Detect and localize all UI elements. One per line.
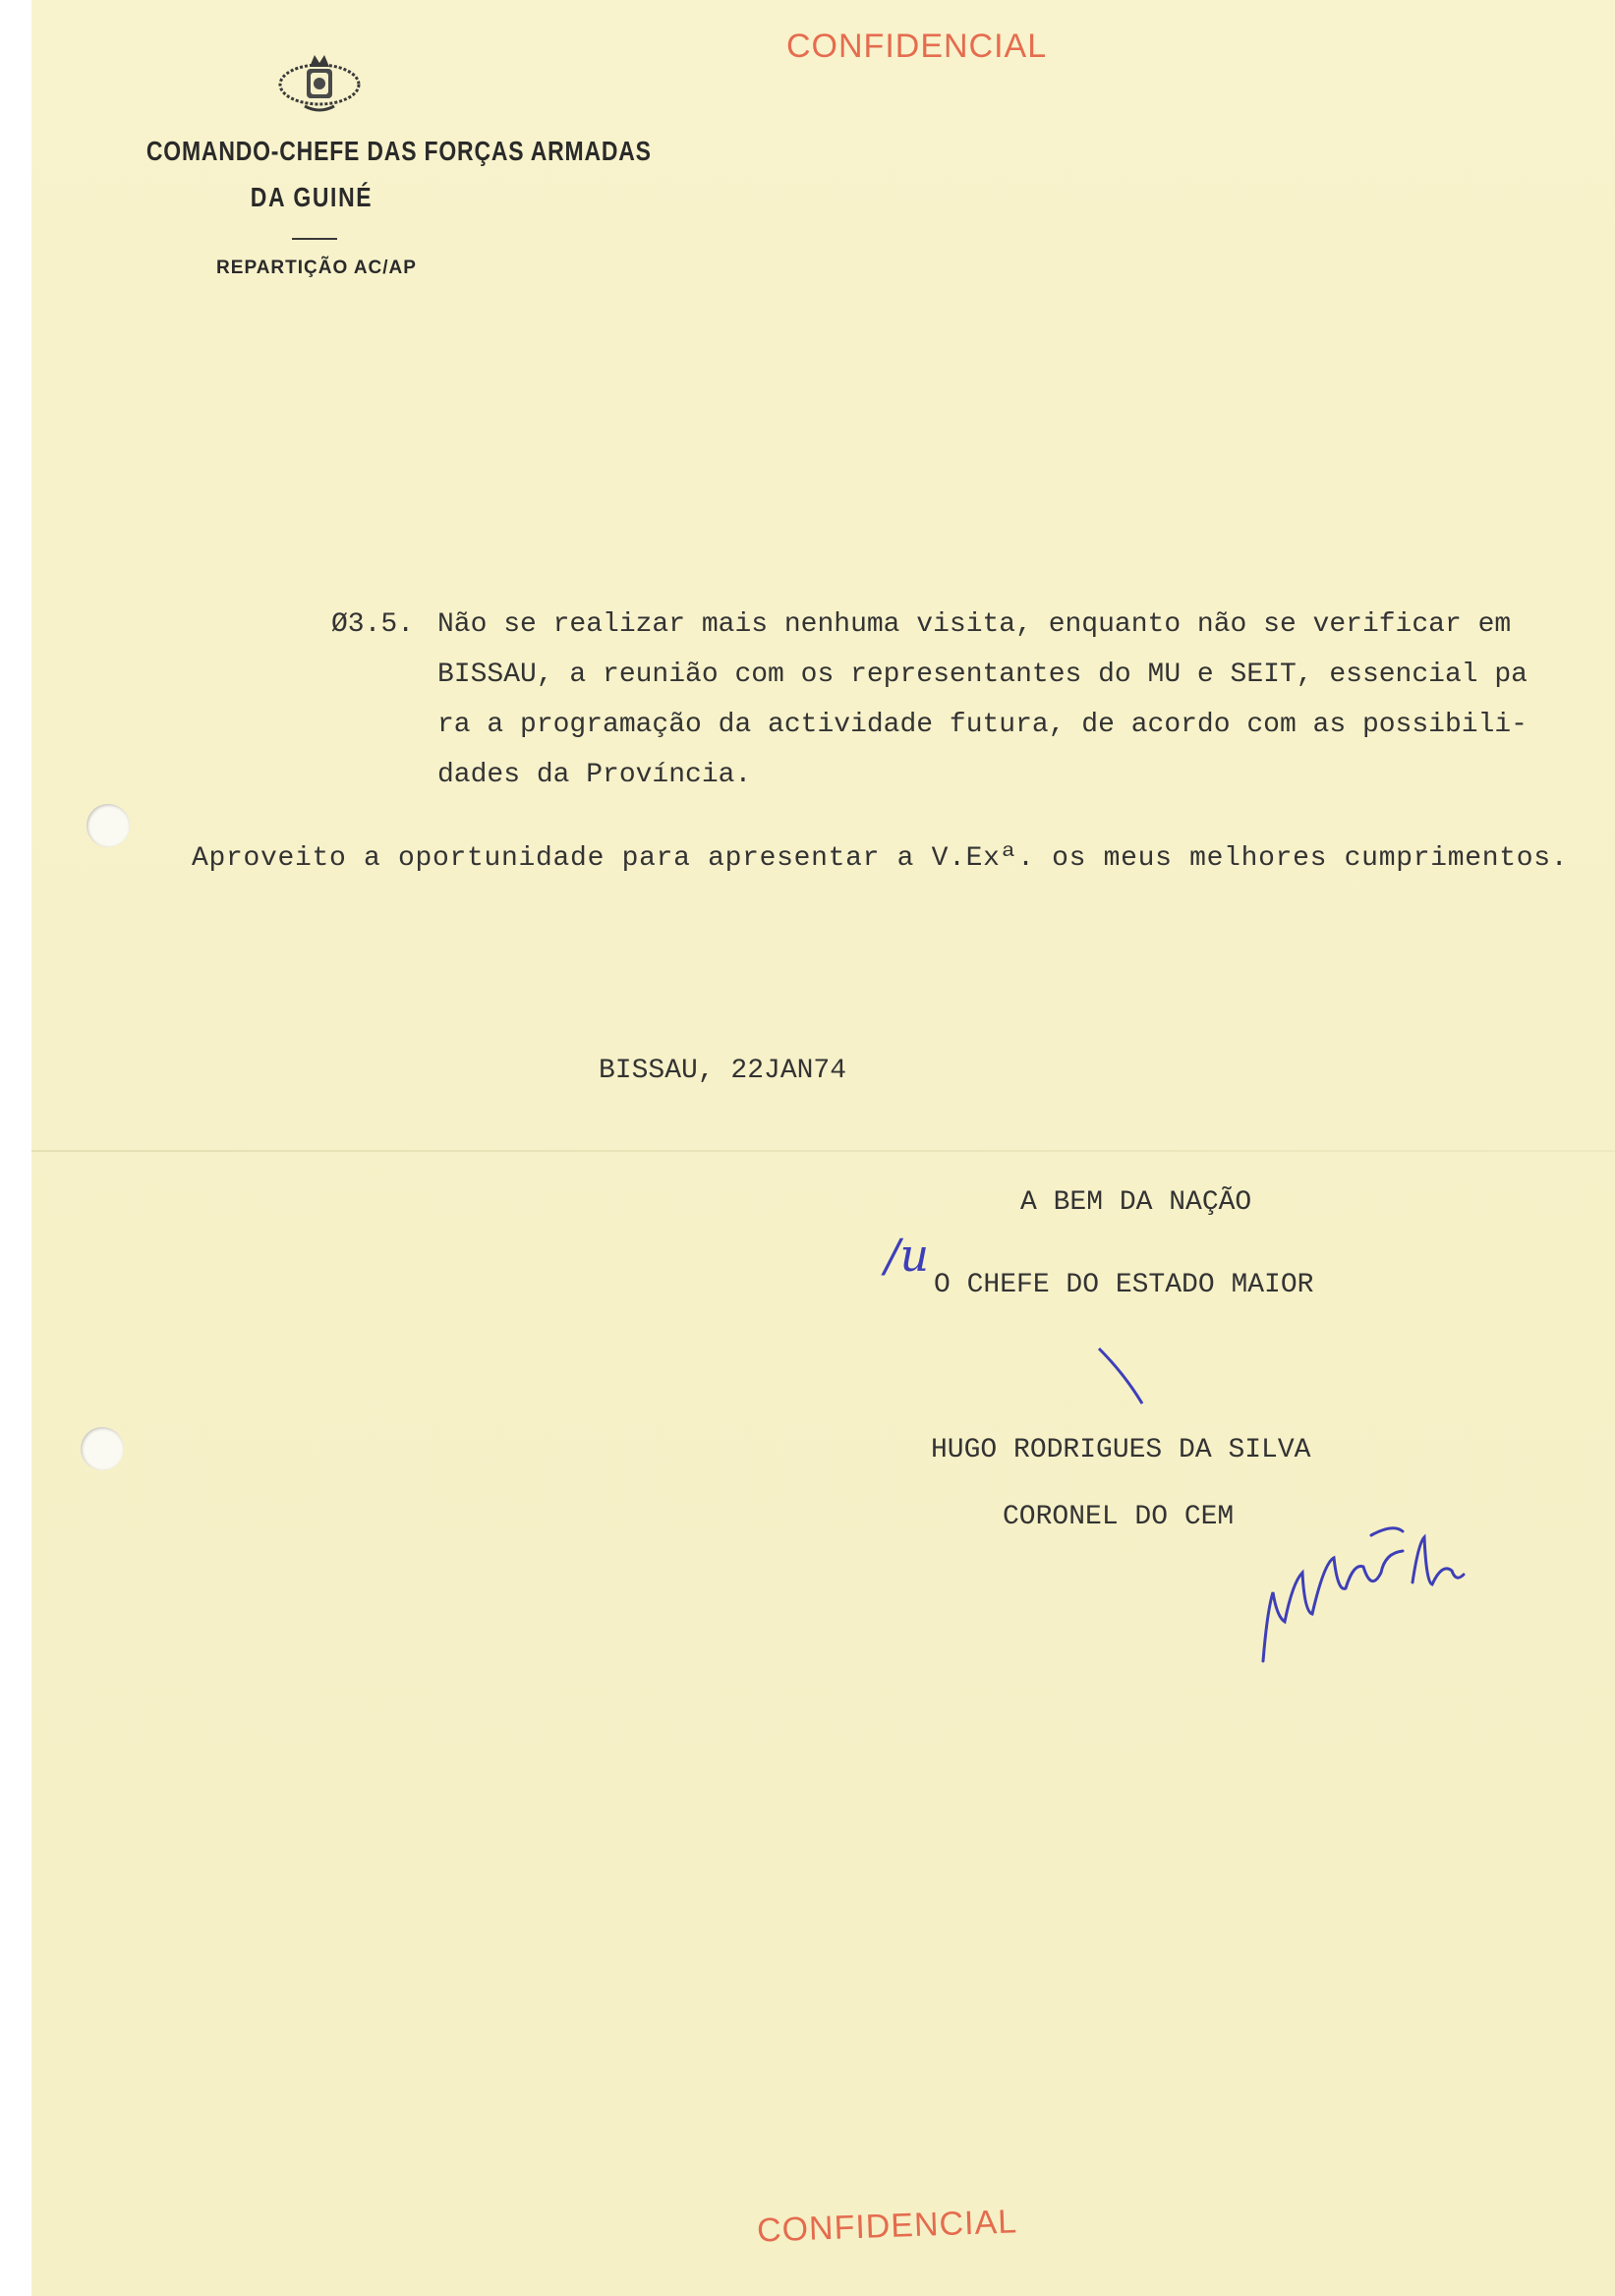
letterhead-rule — [292, 238, 337, 240]
coat-of-arms-icon — [275, 49, 364, 118]
signatory-title: O CHEFE DO ESTADO MAIOR — [934, 1270, 1314, 1300]
salutation: A BEM DA NAÇÃO — [1020, 1187, 1252, 1218]
paragraph-line: Não se realizar mais nenhuma visita, enquanto não se verificar em — [437, 609, 1512, 640]
place-date: BISSAU, 22JAN74 — [599, 1056, 847, 1086]
fold-line — [31, 1150, 1615, 1152]
confidential-stamp-bottom: CONFIDENCIAL — [756, 2203, 1018, 2250]
paragraph-line: dades da Província. — [437, 760, 752, 790]
letterhead-department: REPARTIÇÃO AC/AP — [216, 258, 417, 278]
letterhead-line-1: COMANDO-CHEFE DAS FORÇAS ARMADAS — [145, 136, 652, 166]
initials-handwriting: /u — [885, 1229, 930, 1282]
handwritten-signature — [1255, 1523, 1491, 1671]
signatory-name: HUGO RODRIGUES DA SILVA — [931, 1435, 1311, 1465]
tick-mark — [1095, 1345, 1154, 1409]
punch-hole — [81, 1427, 124, 1470]
letterhead-line-2: DA GUINÉ — [250, 182, 374, 212]
confidential-stamp-top: CONFIDENCIAL — [786, 28, 1048, 65]
document-page — [31, 0, 1615, 2296]
signatory-rank: CORONEL DO CEM — [1003, 1502, 1235, 1532]
punch-hole — [87, 804, 130, 847]
paragraph-number: Ø3.5. — [331, 609, 415, 640]
paragraph-line: ra a programação da actividade futura, de acordo com as possibili- — [437, 710, 1528, 740]
closing-sentence: Aproveito a oportunidade para apresentar a V.Exª. os meus melhores cumprimentos. — [192, 843, 1569, 874]
paragraph-line: BISSAU, a reunião com os representantes do MU e SEIT, essencial pa — [437, 660, 1528, 690]
